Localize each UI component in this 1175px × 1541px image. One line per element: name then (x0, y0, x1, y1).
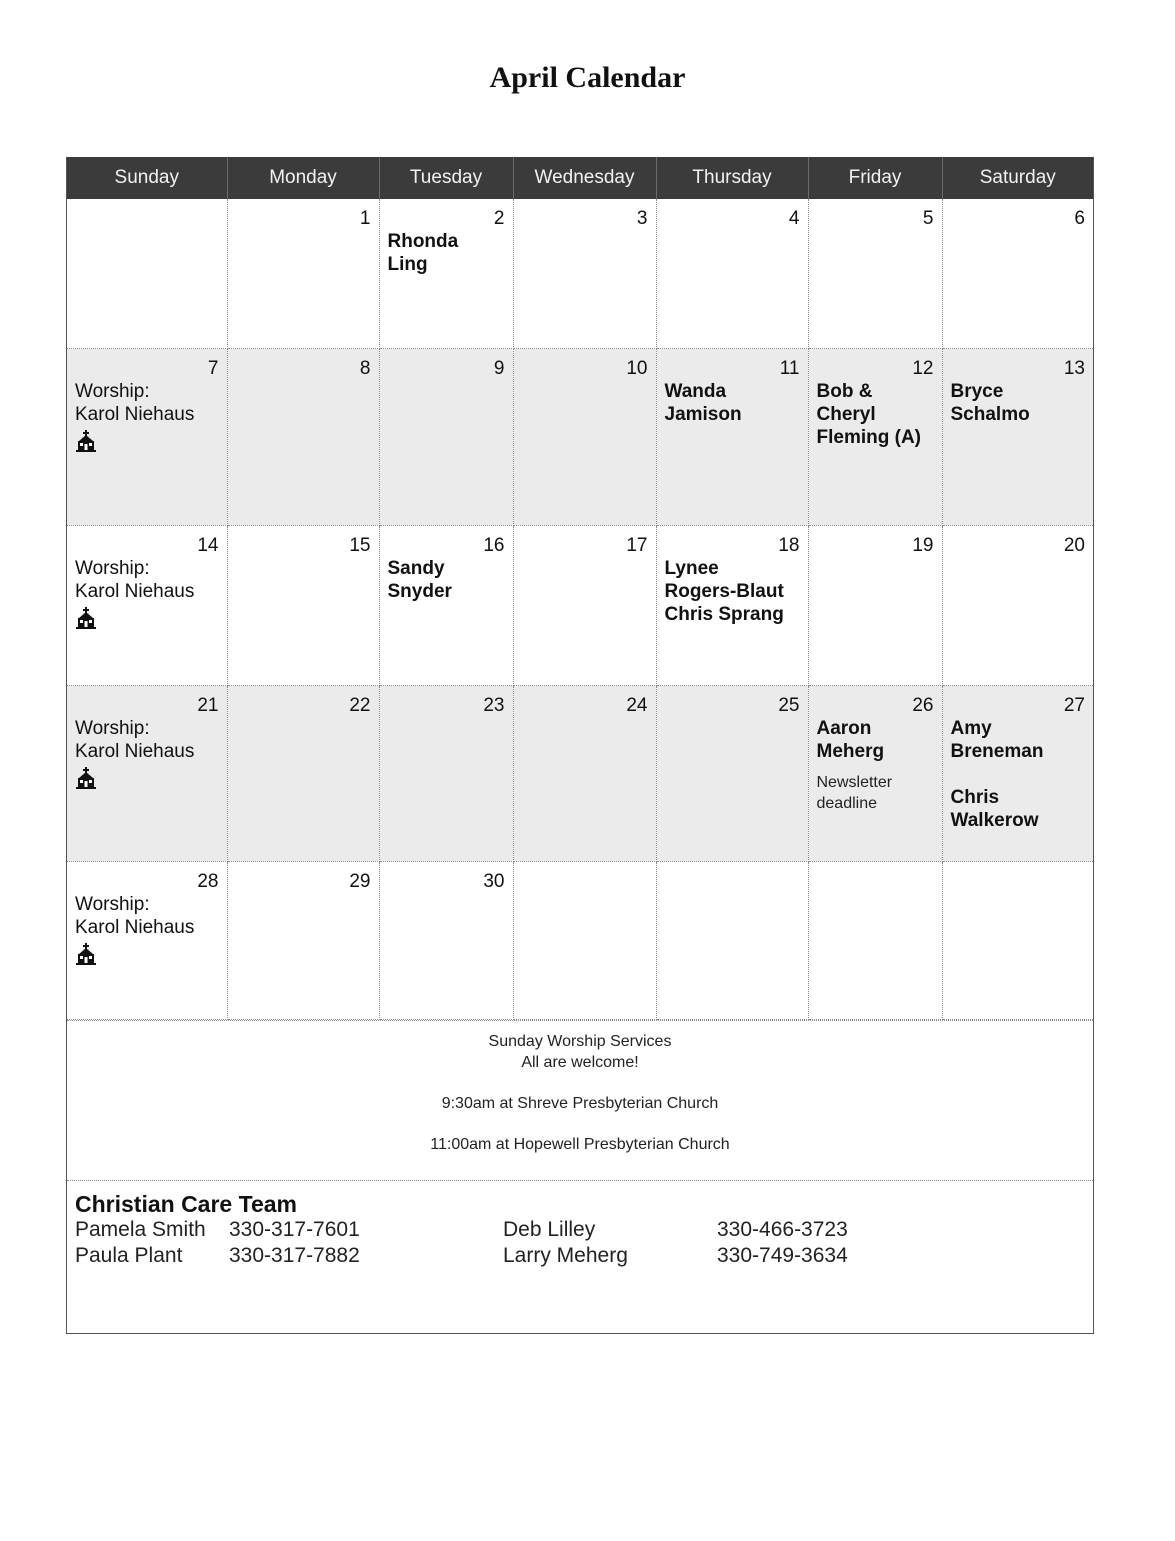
day-number: 29 (349, 870, 371, 892)
day-cell (808, 861, 942, 1019)
day-number: 30 (483, 870, 505, 892)
day-cell (227, 348, 379, 525)
services-welcome: All are welcome! (521, 1053, 639, 1071)
weekday-header: Wednesday (513, 157, 656, 199)
day-cell (808, 199, 942, 348)
birthday-name: Bryce Schalmo (950, 380, 1030, 425)
member-name: Paula Plant (75, 1243, 183, 1267)
member-phone: 330-749-3634 (717, 1243, 848, 1267)
day-cell (942, 348, 1093, 525)
day-cell (656, 525, 808, 685)
day-number: 27 (1063, 694, 1085, 716)
member-name: Pamela Smith (75, 1217, 206, 1241)
day-cell (942, 685, 1093, 861)
day-number: 1 (359, 208, 371, 229)
week-row (67, 348, 1093, 525)
day-number: 17 (626, 534, 648, 556)
church-icon (75, 767, 97, 789)
day-cell (379, 685, 513, 861)
day-number: 5 (922, 208, 934, 229)
day-cell (227, 525, 379, 685)
member-phone: 330-317-7882 (229, 1243, 360, 1267)
day-cell (656, 861, 808, 1019)
weekday-header: Monday (227, 157, 379, 199)
day-cell (656, 348, 808, 525)
day-cell (227, 199, 379, 348)
care-team-title: Christian Care Team (75, 1190, 297, 1217)
day-number: 24 (626, 694, 648, 716)
day-number: 16 (483, 534, 505, 556)
day-cell (656, 685, 808, 861)
church-icon (75, 607, 97, 629)
weekday-header: Thursday (656, 157, 808, 199)
care-team-row (75, 1217, 1085, 1243)
worship-leader: Worship: Karol Niehaus (75, 557, 195, 602)
care-team-row (75, 1243, 1085, 1269)
day-number: 26 (912, 694, 934, 716)
member-phone: 330-466-3723 (717, 1217, 848, 1241)
day-number: 12 (912, 357, 934, 379)
birthday-name: Chris Walkerow (950, 786, 1039, 831)
weekday-header: Saturday (942, 157, 1093, 199)
day-cell (379, 525, 513, 685)
weekday-header-row (67, 157, 1093, 199)
day-cell (942, 199, 1093, 348)
day-number: 10 (626, 357, 648, 379)
day-cell (808, 525, 942, 685)
day-number: 8 (359, 357, 371, 379)
day-cell (227, 861, 379, 1019)
day-number: 19 (912, 534, 934, 556)
day-number: 11 (779, 357, 800, 379)
birthday-name: Rhonda Ling (387, 231, 459, 275)
day-number: 2 (493, 208, 505, 229)
event-note: Newsletter deadline (816, 773, 893, 812)
day-number: 22 (349, 694, 371, 716)
day-number: 9 (493, 357, 505, 379)
day-number: 3 (636, 208, 648, 229)
birthday-name: Lynee Rogers-Blaut Chris Sprang (664, 557, 784, 625)
day-number: 25 (778, 694, 800, 716)
day-number: 23 (483, 694, 505, 716)
weekday-header: Tuesday (379, 157, 513, 199)
day-cell (513, 348, 656, 525)
day-number: 13 (1063, 357, 1085, 379)
services-hopewell-time: 11:00am at Hopewell Presbyterian Church (430, 1135, 730, 1153)
day-cell (379, 861, 513, 1019)
day-cell (67, 348, 227, 525)
day-cell (513, 199, 656, 348)
day-cell (379, 348, 513, 525)
day-cell (513, 525, 656, 685)
calendar (66, 157, 1094, 1334)
page-title: April Calendar (489, 61, 686, 94)
day-cell (656, 199, 808, 348)
birthday-name: Amy Breneman (950, 717, 1044, 762)
day-number: 6 (1074, 208, 1085, 229)
day-cell (379, 199, 513, 348)
worship-leader: Worship: Karol Niehaus (75, 380, 195, 425)
worship-leader: Worship: Karol Niehaus (75, 893, 195, 938)
day-number: 7 (207, 357, 219, 379)
calendar-grid (67, 157, 1093, 1020)
week-row (67, 525, 1093, 685)
worship-leader: Worship: Karol Niehaus (75, 717, 195, 762)
weekday-header: Friday (808, 157, 942, 199)
day-cell (513, 685, 656, 861)
day-number: 28 (197, 870, 219, 892)
day-cell (227, 685, 379, 861)
birthday-name: Wanda Jamison (664, 380, 742, 425)
week-row (67, 861, 1093, 1019)
day-number: 14 (197, 534, 219, 556)
week-row (67, 685, 1093, 861)
day-cell (67, 525, 227, 685)
day-number: 4 (788, 208, 800, 229)
day-cell (808, 685, 942, 861)
services-shreve-time: 9:30am at Shreve Presbyterian Church (441, 1094, 719, 1112)
day-cell (67, 199, 227, 348)
day-cell (67, 685, 227, 861)
worship-services-info (67, 1020, 1093, 1181)
care-team-section (67, 1181, 1093, 1333)
day-cell (513, 861, 656, 1019)
day-cell (942, 525, 1093, 685)
church-icon (75, 943, 97, 965)
day-cell (942, 861, 1093, 1019)
birthday-name: Bob & Cheryl Fleming (A) (816, 380, 921, 448)
day-number: 18 (778, 534, 800, 556)
day-cell (67, 861, 227, 1019)
birthday-name: Aaron Meherg (816, 717, 885, 762)
week-row (67, 199, 1093, 348)
day-number: 21 (197, 694, 219, 716)
church-icon (75, 430, 97, 452)
member-name: Deb Lilley (503, 1217, 596, 1241)
day-number: 20 (1063, 534, 1085, 556)
day-cell (808, 348, 942, 525)
member-phone: 330-317-7601 (229, 1217, 360, 1241)
day-number: 15 (349, 534, 371, 556)
weekday-header: Sunday (67, 157, 227, 199)
birthday-name: Sandy Snyder (387, 557, 452, 602)
member-name: Larry Meherg (503, 1243, 628, 1267)
services-heading: Sunday Worship Services (488, 1032, 672, 1050)
